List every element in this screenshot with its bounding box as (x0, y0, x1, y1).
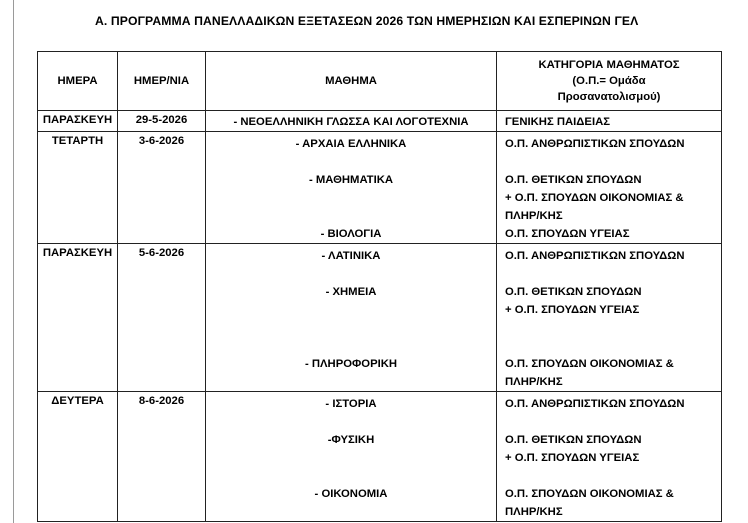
subject-line (206, 373, 496, 391)
subject-line: - ΜΑΘΗΜΑΤΙΚΑ (308, 174, 394, 186)
subject-line: - ΧΗΜΕΙΑ (325, 286, 377, 298)
category-line (497, 153, 721, 171)
subject-line (206, 467, 496, 485)
date-cell: 5-6-2026 (118, 244, 206, 392)
subject-cell (206, 132, 497, 244)
category-cell (497, 132, 722, 244)
category-line (497, 319, 721, 337)
header-subject: ΜΑΘΗΜΑ (206, 52, 497, 111)
day-cell: ΠΑΡΑΣΚΕΥΗ (38, 111, 118, 132)
category-line: Ο.Π. ΑΝΘΡΩΠΙΣΤΙΚΩΝ ΣΠΟΥΔΩΝ (505, 138, 685, 150)
category-line: Ο.Π. ΘΕΤΙΚΩΝ ΣΠΟΥΔΩΝ (505, 174, 642, 186)
day-cell: ΤΕΤΑΡΤΗ (38, 132, 118, 244)
category-line: Ο.Π. ΣΠΟΥΔΩΝ ΟΙΚΟΝΟΜΙΑΣ & (505, 488, 674, 500)
subject-line (206, 153, 496, 171)
header-category-line: (Ο.Π.= Ομάδα (572, 75, 646, 87)
page-edge-line (13, 0, 14, 523)
subject-line: - ΝΕΟΕΛΛΗΝΙΚΗ ΓΛΩΣΣΑ ΚΑΙ ΛΟΓΟΤΕΧΝΙΑ (233, 116, 469, 128)
header-category-line: ΚΑΤΗΓΟΡΙΑ ΜΑΘΗΜΑΤΟΣ (538, 59, 680, 71)
subject-line: - ΑΡΧΑΙΑ ΕΛΛΗΝΙΚΑ (295, 138, 407, 150)
subject-line: - ΛΑΤΙΝΙΚΑ (321, 250, 381, 262)
subject-line: - ΙΣΤΟΡΙΑ (325, 398, 377, 410)
subject-line (206, 301, 496, 319)
header-category (497, 52, 722, 111)
document-title: Α. ΠΡΟΓΡΑΜΜΑ ΠΑΝΕΛΛΑΔΙΚΩΝ ΕΞΕΤΑΣΕΩΝ 2026 ΤΩΝ ΗΜΕΡΗΣΙΩΝ ΚΑΙ ΕΣΠΕΡΙΝΩΝ ΓΕΛ (95, 14, 639, 28)
header-row (38, 52, 722, 111)
category-line: ΠΛΗΡ/ΚΗΣ (505, 376, 563, 388)
category-line: Ο.Π. ΘΕΤΙΚΩΝ ΣΠΟΥΔΩΝ (505, 286, 642, 298)
header-category-line: Προσανατολισμού) (557, 91, 661, 103)
category-cell (497, 244, 722, 392)
table-row (38, 244, 722, 392)
date-cell: 8-6-2026 (118, 392, 206, 522)
subject-line: - ΒΙΟΛΟΓΙΑ (320, 228, 382, 240)
category-line (497, 467, 721, 485)
category-line: ΠΛΗΡ/ΚΗΣ (505, 210, 563, 222)
category-line: Ο.Π. ΑΝΘΡΩΠΙΣΤΙΚΩΝ ΣΠΟΥΔΩΝ (505, 250, 685, 262)
category-line: Ο.Π. ΘΕΤΙΚΩΝ ΣΠΟΥΔΩΝ (505, 434, 642, 446)
subject-line: -ΦΥΣΙΚΗ (327, 434, 375, 446)
subject-cell (206, 392, 497, 522)
subject-line (206, 337, 496, 355)
category-line (497, 337, 721, 355)
subject-line (206, 449, 496, 467)
category-line: ΓΕΝΙΚΗΣ ΠΑΙΔΕΙΑΣ (505, 116, 611, 128)
day-cell: ΠΑΡΑΣΚΕΥΗ (38, 244, 118, 392)
subject-line (206, 413, 496, 431)
table-row (38, 111, 722, 132)
subject-line (206, 319, 496, 337)
subject-line: - ΠΛΗΡΟΦΟΡΙΚΗ (304, 358, 398, 370)
category-line: + Ο.Π. ΣΠΟΥΔΩΝ ΥΓΕΙΑΣ (505, 452, 640, 464)
table-row (38, 132, 722, 244)
category-line: + Ο.Π. ΣΠΟΥΔΩΝ ΥΓΕΙΑΣ (505, 304, 640, 316)
category-line: Ο.Π. ΣΠΟΥΔΩΝ ΥΓΕΙΑΣ (505, 228, 630, 240)
subject-cell (206, 244, 497, 392)
subject-line (206, 503, 496, 521)
category-line (497, 265, 721, 283)
subject-line (206, 207, 496, 225)
subject-line: - ΟΙΚΟΝΟΜΙΑ (314, 488, 388, 500)
subject-line (206, 189, 496, 207)
date-cell: 3-6-2026 (118, 132, 206, 244)
category-line (497, 413, 721, 431)
header-day: ΗΜΕΡΑ (38, 52, 118, 111)
subject-line (206, 265, 496, 283)
header-date: ΗΜΕΡ/ΝΙΑ (118, 52, 206, 111)
category-line: Ο.Π. ΣΠΟΥΔΩΝ ΟΙΚΟΝΟΜΙΑΣ & (505, 358, 674, 370)
category-line: + Ο.Π. ΣΠΟΥΔΩΝ ΟΙΚΟΝΟΜΙΑΣ & (505, 192, 684, 204)
category-cell (497, 111, 722, 132)
day-cell: ΔΕΥΤΕΡΑ (38, 392, 118, 522)
subject-cell (206, 111, 497, 132)
category-line: Ο.Π. ΑΝΘΡΩΠΙΣΤΙΚΩΝ ΣΠΟΥΔΩΝ (505, 398, 685, 410)
category-cell (497, 392, 722, 522)
date-cell: 29-5-2026 (118, 111, 206, 132)
category-line: ΠΛΗΡ/ΚΗΣ (505, 506, 563, 518)
table-row (38, 392, 722, 522)
exam-schedule-table (37, 51, 722, 522)
